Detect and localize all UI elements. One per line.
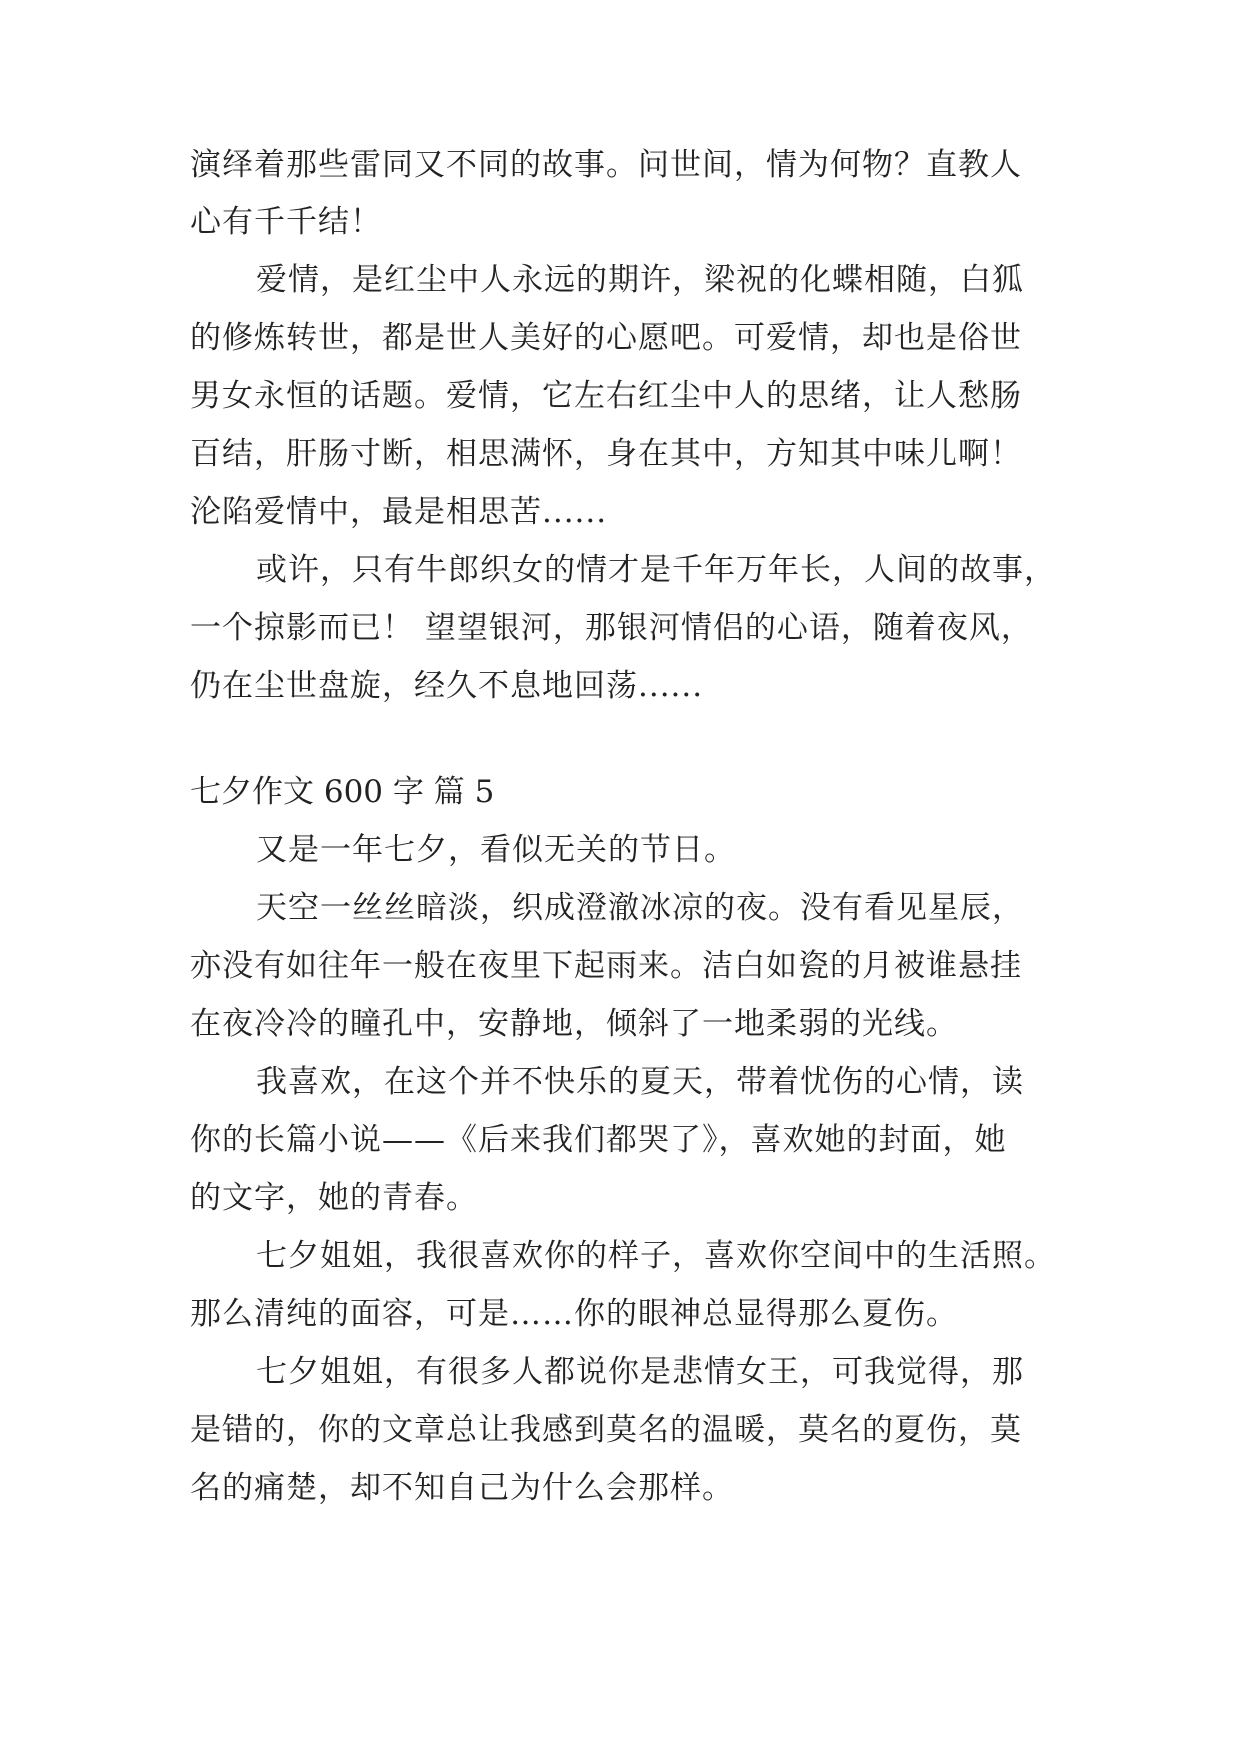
text-line: 的修炼转世，都是世人美好的心愿吧。可爱情，却也是俗世: [190, 320, 1022, 356]
paragraph-start: 我喜欢，在这个并不快乐的夏天，带着忧伤的心情，读: [256, 1064, 1024, 1100]
paragraph-start: 七夕姐姐，有很多人都说你是悲情女王，可我觉得，那: [256, 1354, 1024, 1390]
paragraph-start: 七夕姐姐，我很喜欢你的样子，喜欢你空间中的生活照。: [256, 1238, 1056, 1274]
text-line: 在夜冷冷的瞳孔中，安静地，倾斜了一地柔弱的光线。: [190, 1006, 958, 1042]
text-line: 你的长篇小说——《后来我们都哭了》，喜欢她的封面，她: [190, 1122, 1007, 1158]
text-line: 演绎着那些雷同又不同的故事。问世间，情为何物？直教人: [190, 147, 1022, 183]
text-line: 百结，肝肠寸断，相思满怀，身在其中，方知其中味儿啊！: [190, 436, 1022, 472]
paragraph-start: 或许，只有牛郎织女的情才是千年万年长，人间的故事，: [256, 552, 1056, 588]
text-line: 那么清纯的面容，可是……你的眼神总显得那么夏伤。: [190, 1296, 958, 1332]
paragraph-start: 爱情，是红尘中人永远的期许，梁祝的化蝶相随，白狐: [256, 262, 1024, 298]
text-line: 是错的，你的文章总让我感到莫名的温暖，莫名的夏伤，莫: [190, 1412, 1022, 1448]
paragraph-start: 天空一丝丝暗淡，织成澄澈冰凉的夜。没有看见星辰，: [256, 890, 1024, 926]
text-line: 一个掠影而已！ 望望银河，那银河情侣的心语，随着夜风，: [190, 610, 1033, 646]
text-line: 沦陷爱情中，最是相思苦......: [190, 494, 608, 530]
text-line: 男女永恒的话题。爱情，它左右红尘中人的思绪，让人愁肠: [190, 378, 1022, 414]
text-line: 名的痛楚，却不知自己为什么会那样。: [190, 1470, 734, 1506]
text-line: 的文字，她的青春。: [190, 1180, 478, 1216]
paragraph-start: 又是一年七夕，看似无关的节日。: [256, 832, 736, 868]
text-line: 心有千千结！: [190, 204, 382, 240]
text-line: 仍在尘世盘旋，经久不息地回荡......: [190, 668, 704, 704]
text-line: 亦没有如往年一般在夜里下起雨来。洁白如瓷的月被谁悬挂: [190, 948, 1022, 984]
section-heading: 七夕作文 600 字 篇 5: [190, 774, 495, 810]
